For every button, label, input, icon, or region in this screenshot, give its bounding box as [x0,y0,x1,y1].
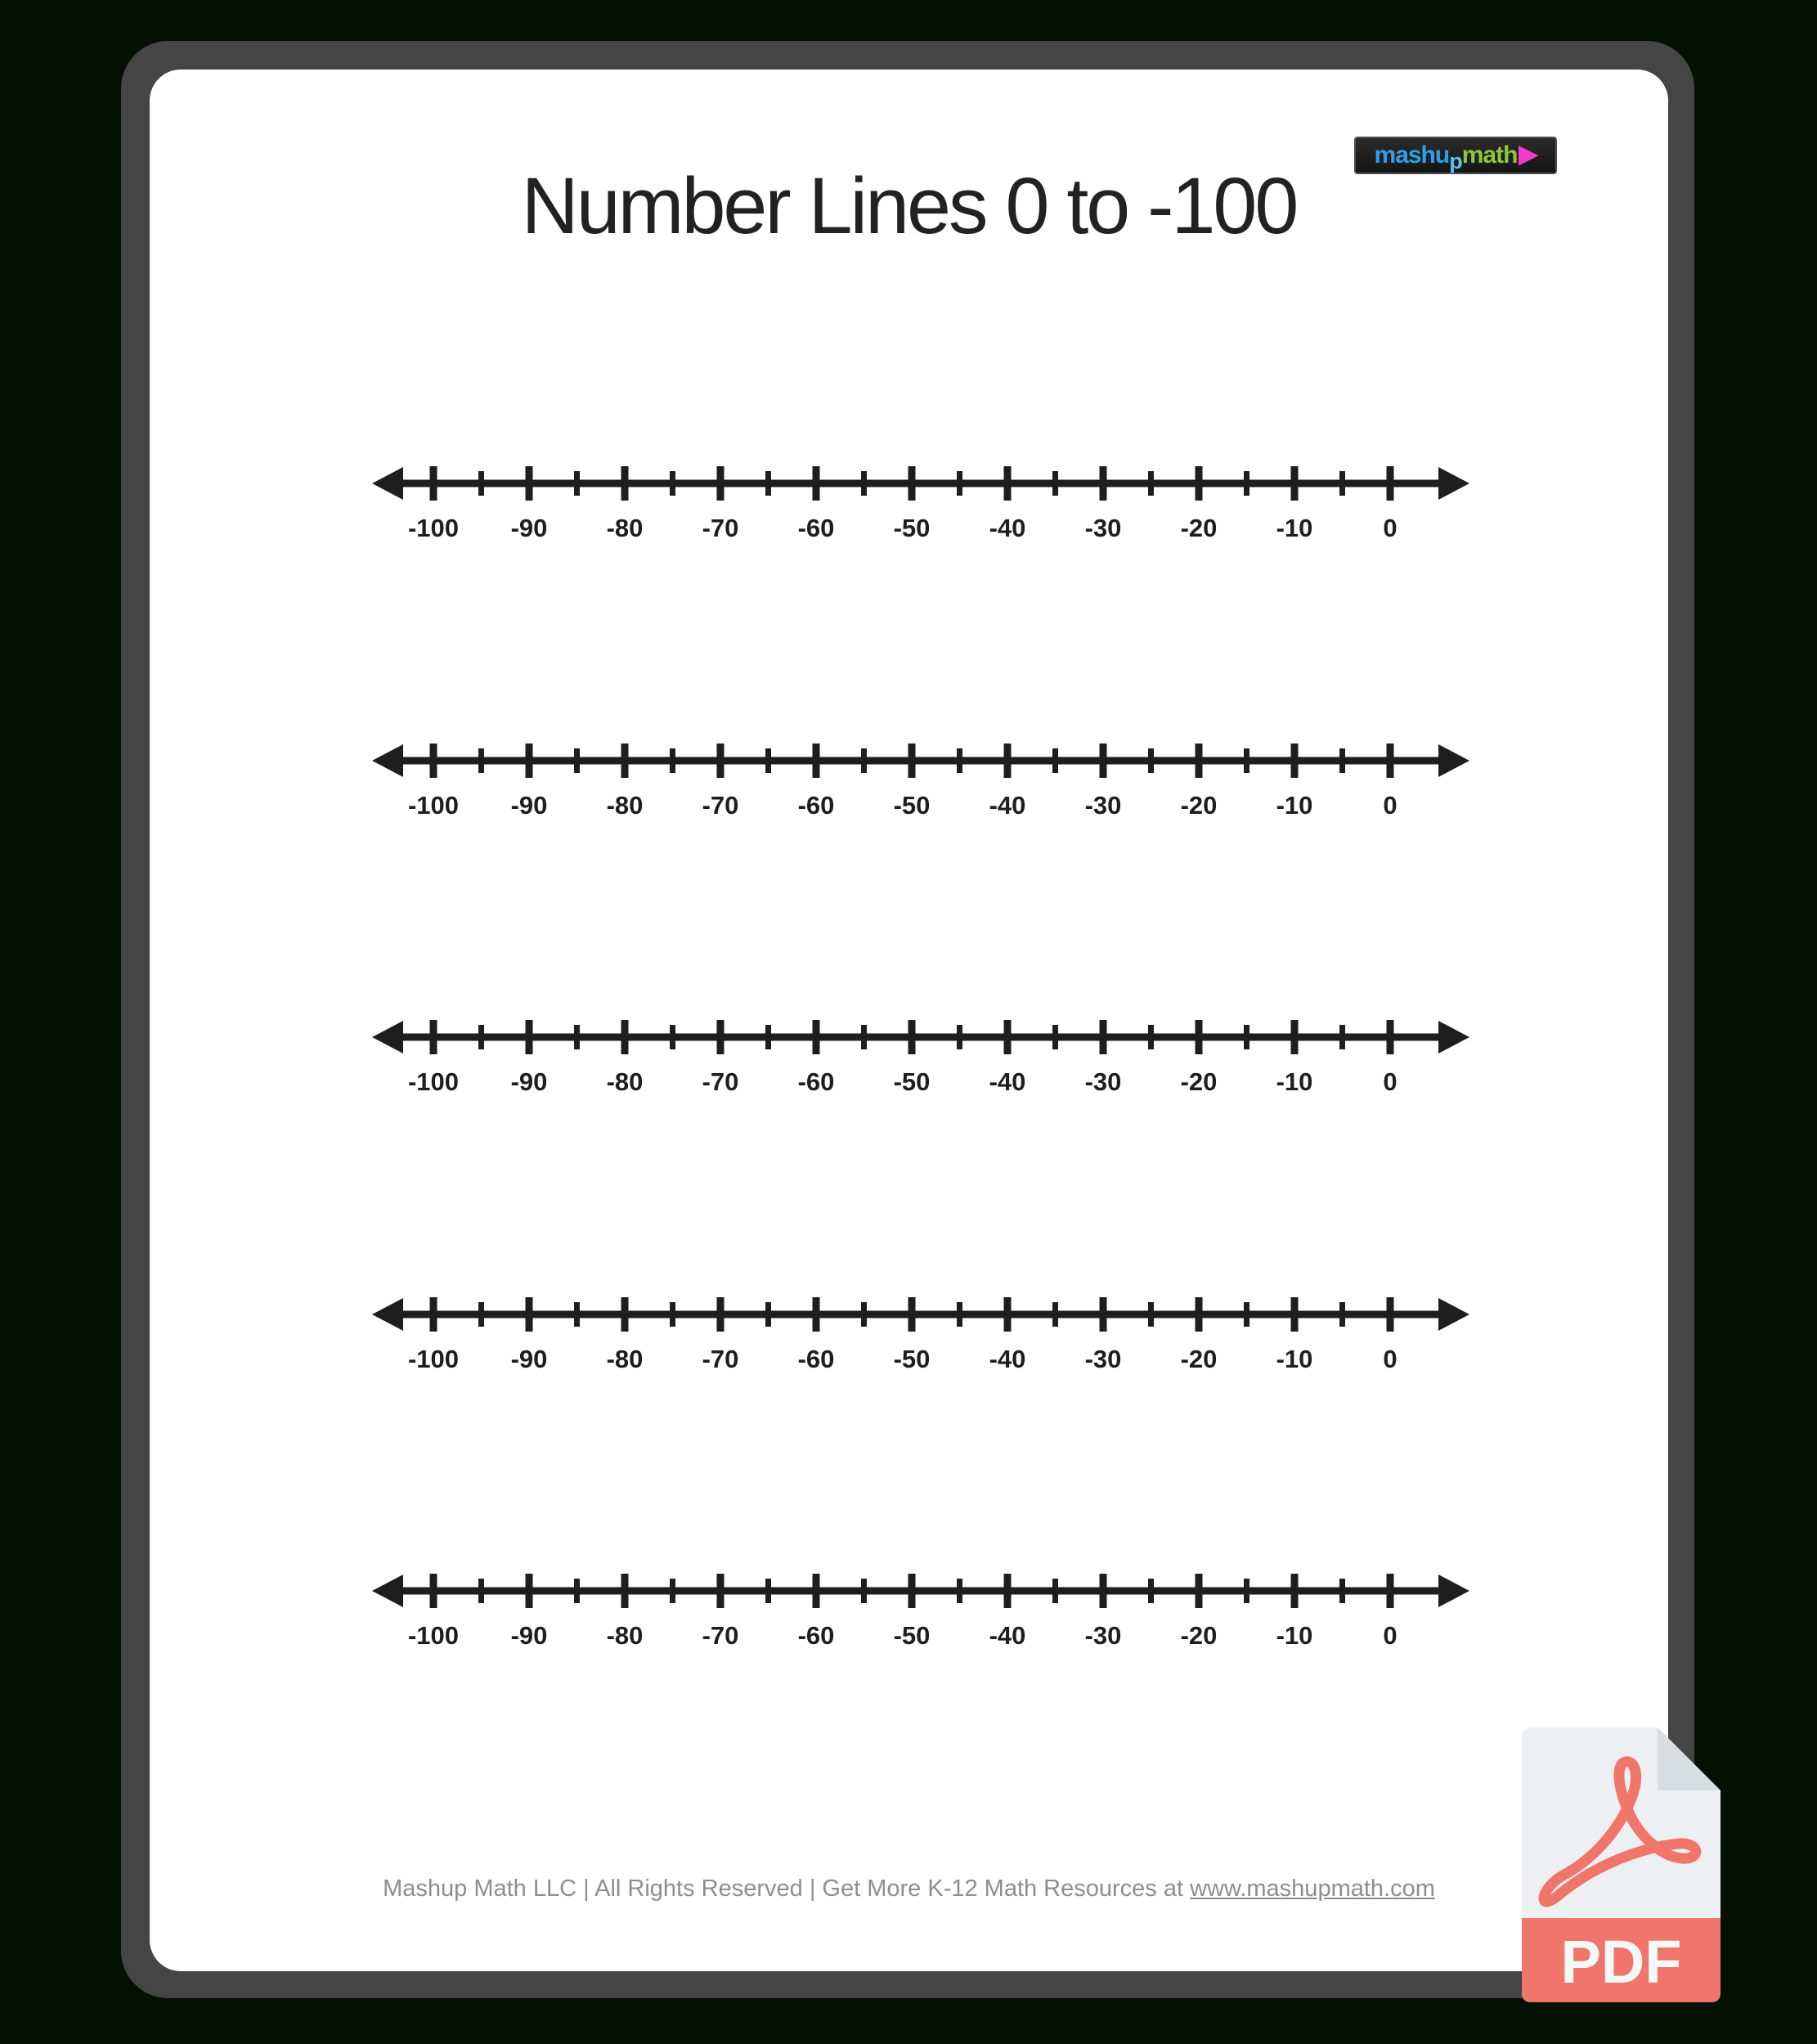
tick-label: -40 [989,1067,1026,1096]
number-line-graphic [360,1278,1480,1392]
tick-label: -100 [407,1621,460,1650]
tick-label: -100 [407,514,460,542]
tick-label: -30 [1084,790,1122,820]
right-arrow-icon [1438,744,1469,777]
tick-label: -100 [407,1067,460,1096]
page-title: Number Lines 0 to -100 [521,161,1297,250]
number-line-graphic [360,1554,1480,1669]
tick-label: -80 [606,790,644,820]
tick-label: -30 [1084,1344,1122,1373]
worksheet-frame [121,41,1694,1998]
logo-text-p: p [1449,148,1462,173]
tick-label: -40 [989,1344,1026,1373]
tick-label: -30 [1084,514,1122,542]
right-arrow-icon [1438,1575,1469,1607]
tick-label: -20 [1180,1067,1218,1096]
tick-label: -50 [893,1344,931,1373]
tick-label: -20 [1180,514,1218,542]
tick-label: 0 [1383,1067,1398,1096]
tick-label: -80 [606,1344,644,1373]
tick-label: -80 [606,514,644,542]
tick-label: -90 [510,790,548,820]
pdf-icon-graphic [1522,1727,1721,2002]
number-line [360,1554,1480,1669]
left-arrow-icon [372,467,403,500]
left-arrow-icon [372,1298,403,1331]
tick-label: -80 [606,1067,644,1096]
tick-label: -90 [510,1344,548,1373]
tick-label: -90 [510,1621,548,1650]
tick-label: -50 [893,1621,931,1650]
tick-label: -70 [702,514,739,542]
play-triangle-icon: ▶ [1519,141,1537,168]
tick-label: -40 [989,514,1026,542]
tick-label: -10 [1276,1621,1313,1650]
tick-label: -50 [893,790,931,820]
worksheet-page [150,70,1668,1971]
number-line-graphic [360,447,1480,561]
tick-label: -10 [1276,790,1313,820]
tick-label: -50 [893,1067,931,1096]
tick-label: 0 [1383,790,1398,820]
logo-text-mashu: mashu [1374,142,1450,168]
tick-label: -80 [606,1621,644,1650]
tick-label: -70 [702,1621,739,1650]
number-line [360,1000,1480,1115]
tick-label: -40 [989,1621,1026,1650]
left-arrow-icon [372,744,403,777]
tick-label: -50 [893,514,931,542]
tick-label: 0 [1383,514,1398,542]
number-line [360,447,1480,561]
pdf-folded-corner [1658,1727,1721,1790]
pdf-label: PDF [1560,1928,1682,1996]
tick-label: -70 [702,790,739,820]
number-line [360,1278,1480,1392]
right-arrow-icon [1438,1021,1469,1053]
tick-label: -60 [797,1621,835,1650]
tick-label: -10 [1276,514,1313,542]
right-arrow-icon [1438,1298,1469,1331]
left-arrow-icon [372,1021,403,1053]
tick-label: -60 [797,1067,835,1096]
tick-label: -60 [797,514,835,542]
left-arrow-icon [372,1575,403,1607]
tick-label: -10 [1276,1344,1313,1373]
right-arrow-icon [1438,467,1469,500]
tick-label: -100 [407,790,460,820]
tick-label: -20 [1180,1344,1218,1373]
tick-label: -10 [1276,1067,1313,1096]
tick-label: -70 [702,1344,739,1373]
footer [150,1876,1668,1902]
tick-label: -20 [1180,1621,1218,1650]
pdf-file-icon[interactable] [1522,1727,1721,2002]
number-line-graphic [360,1000,1480,1115]
tick-label: -30 [1084,1621,1122,1650]
tick-label: -90 [510,1067,548,1096]
footer-link[interactable]: www.mashupmath.com [1190,1876,1435,1902]
tick-label: -100 [407,1344,460,1373]
tick-label: -40 [989,790,1026,820]
tick-label: 0 [1383,1344,1398,1373]
footer-text: Mashup Math LLC | All Rights Reserved | Get More K-12 Math Resources at [383,1876,1191,1902]
logo-text-math: math [1461,142,1518,168]
tick-label: -90 [510,514,548,542]
number-line-graphic [360,724,1480,838]
tick-label: -20 [1180,790,1218,820]
number-line [360,724,1480,838]
tick-label: -70 [702,1067,739,1096]
tick-label: -60 [797,790,835,820]
tick-label: 0 [1383,1621,1398,1650]
tick-label: -60 [797,1344,835,1373]
tick-label: -30 [1084,1067,1122,1096]
